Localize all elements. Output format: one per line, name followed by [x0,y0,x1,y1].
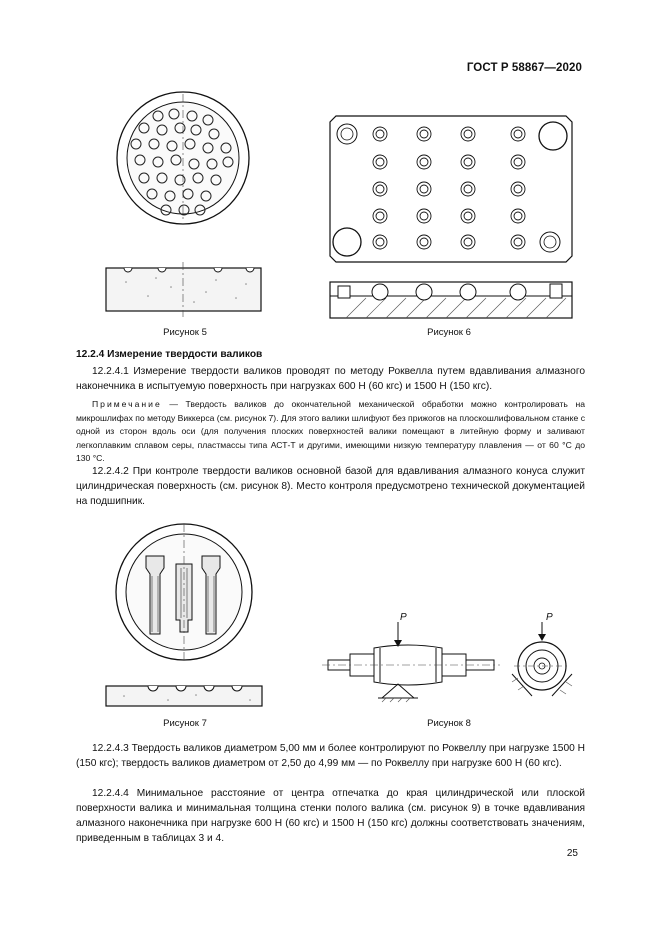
paragraph-12-2-4-1 [76,364,585,394]
paragraph-12-2-4-2 [76,464,585,509]
figure-7-drawing [104,520,264,710]
note-paragraph [76,398,585,466]
figure-7-caption: Рисунок 7 [163,718,207,729]
figure-8-drawing [322,612,572,712]
paragraph-text: 12.2.4.1 Измерение твердости валиков проводят по методу Роквелла путем вдавливания алмазного наконечника в испытуемую поверхность при нагрузках 600 Н (60 кгс) и 1500 Н (150 кгс). [76,366,585,392]
page-number: 25 [566,848,578,859]
figure-6-drawing [326,116,576,326]
section-heading: 12.2.4 Измерение твердости валиков [76,349,263,360]
paragraph-text: 12.2.4.3 Твердость валиков диаметром 5,00 мм и более контролируют по Роквеллу при нагрузке 1500 Н (150 кгс); твердость валиков диаметром от 2,50 до 4,99 мм — по Роквеллу при нагрузке 600 Н (60 кгс). [76,743,585,769]
figure-8-caption: Рисунок 8 [427,718,471,729]
paragraph-text: 12.2.4.4 Минимальное расстояние от центра отпечатка до края цилиндрической или плоской поверхности валика и минимальная толщина стенки полого валика (см. рисунок 9) в точке вдавливания алмазного наконечника при нагрузке 600 Н (60 кгс) и 1500 Н (150 кгс) должны соответствовать значениям, приведенным в таблицах 3 и 4. [76,788,585,844]
paragraph-text: 12.2.4.2 При контроле твердости валиков основной базой для вдавливания алмазного конуса служит цилиндрическая поверхность (см. рисунок 8). Место контроля предусмотрено технической документацией на подшипник. [76,466,585,507]
figure-6-caption: Рисунок 6 [427,327,471,338]
figure-8-force-label-1: P [400,612,407,623]
paragraph-12-2-4-4 [76,786,585,846]
note-block [76,398,585,466]
standard-header: ГОСТ Р 58867—2020 [466,62,582,74]
figure-5-drawing [96,92,276,322]
note-text: — Твердость валиков до окончательной механической обработки можно контролировать на микрошлифах по методу Виккерса (см. рисунок 7). Для этого валики шлифуют без прижогов на плоскошлифовальном станке с одной из сторон вдоль оси (для получения плоских поверхностей валики помещают в литейную форму и заливают легкоплавким сплавом серы, пластмассы типа АСТ-Т и другими, имеющими низкую температуру плавления — от 60 °С до 130 °С. [76,399,585,463]
paragraph-12-2-4-3 [76,741,585,771]
note-label: Примечание [92,399,162,409]
figure-8-force-label-2: P [546,612,553,623]
figure-5-caption: Рисунок 5 [163,327,207,338]
